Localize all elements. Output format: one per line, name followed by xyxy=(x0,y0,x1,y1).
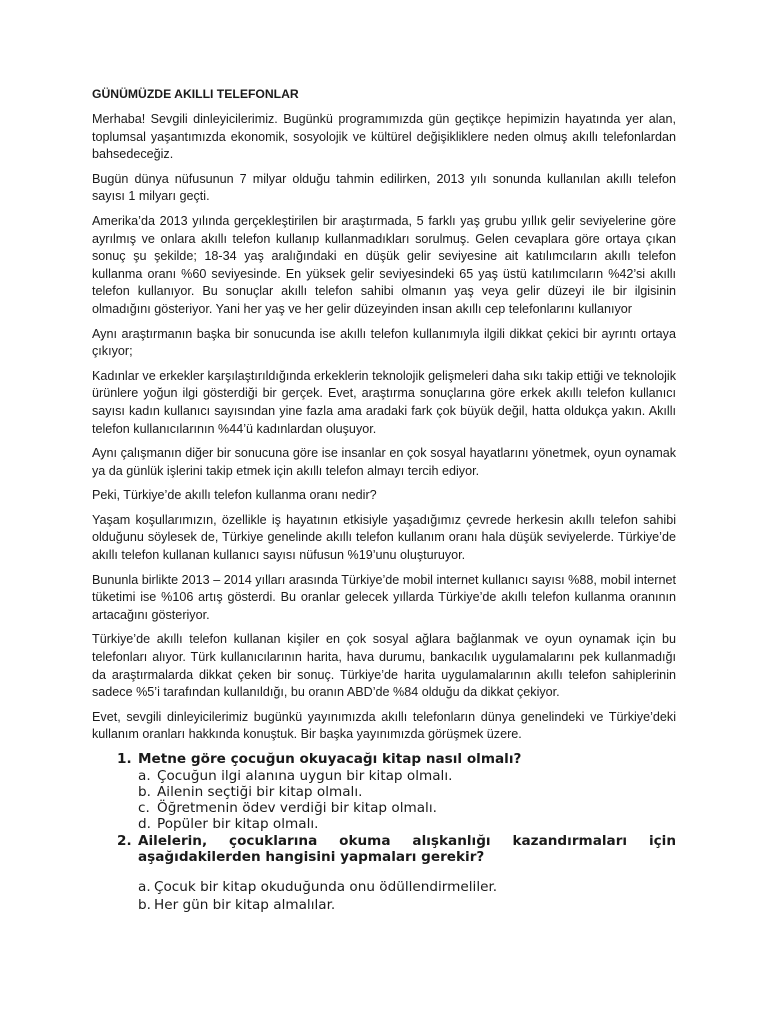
paragraph-america-research: Amerika’da 2013 yılında gerçekleştirilen bir araştırmada, 5 farklı yaş grubu yıllık gelir seviyelerine göre ayrılmış ve onlara akıllı telefon kullanıp kullanmadıkları sorulmuş. Gelen cevaplara göre ortaya çıkan sonuç şu şekilde; 18-34 yaş aralığındaki en düşük gelir seviyesine ait katılımcıların akıllı telefon kullanma oranı %60 seviyesinde. En yüksek gelir seviyesindeki 65 yaş üstü katılımcıların %42’si akıllı telefon kullanıyor. Bu sonuçlar akıllı telefon sahibi olmanın yaş veya gelir düzeyi ile bir ilgisinin olmadığını gösteriyor. Yani her yaş ve her gelir düzeyinden insan akıllı cep telefonlarını kullanıyor xyxy=(92,213,676,316)
paragraph-turkey-question: Peki, Türkiye’de akıllı telefon kullanma oranı nedir? xyxy=(92,488,377,503)
document-title: GÜNÜMÜZDE AKILLI TELEFONLAR xyxy=(92,87,299,101)
option-b xyxy=(138,784,676,800)
paragraph-turkey-usage: Yaşam koşullarımızın, özellikle iş hayatının etkisiyle yaşadığımız çevrede herkesin akıllı telefon sahibi olduğunu söylesek de, Türkiye genelinde akıllı telefon kullanım oranı hala düşük seviyelerde. Türkiye’de akıllı telefon kullanan kullanıcı sayısı nüfusun %19’unu oluşturuyor. xyxy=(92,512,676,563)
question-text: Metne göre çocuğun okuyacağı kitap nasıl olmalı? xyxy=(138,751,522,767)
option-letter: b. xyxy=(138,897,151,914)
option-a xyxy=(138,768,676,784)
question-2-options xyxy=(138,878,676,915)
option-letter: d. xyxy=(138,816,151,833)
option-text: Popüler bir kitap olmalı. xyxy=(157,816,319,833)
question-1-options xyxy=(138,768,676,833)
paragraph-research-detail: Aynı araştırmanın başka bir sonucunda ise akıllı telefon kullanımıyla ilgili dikkat çekici bir ayrıntı ortaya çıkıyor; xyxy=(92,326,676,359)
paragraph-turkey-apps: Türkiye’de akıllı telefon kullanan kişiler en çok sosyal ağlara bağlanmak ve oyun oynamak için bu telefonları alıyor. Türk kullanıcılarının harita, hava durumu, bankacılık uygulamalarını pek kullanmadığı da araştırmalarda dikkat çeken bir sonuç. Türkiye’de harita uygulamalarının akıllı telefon sahiplerinin sadece %5’i tarafından kullanıldığı, bu oranın ABD’de %84 olduğu da dikkat çekiyor. xyxy=(92,632,676,700)
question-2 xyxy=(117,833,676,866)
option-text: Çocuğun ilgi alanına uygun bir kitap olmalı. xyxy=(157,767,453,784)
paragraph-closing: Evet, sevgili dinleyicilerimiz bugünkü yayınımızda akıllı telefonların dünya genelindeki ve Türkiye’deki kullanım oranları hakkında konuştuk. Bir başka yayınımızda görüşmek üzere. xyxy=(92,709,676,742)
paragraph-world-population: Bugün dünya nüfusunun 7 milyar olduğu tahmin edilirken, 2013 yılı sonunda kullanılan akıllı telefon sayısı 1 milyarı geçti. xyxy=(92,171,676,204)
option-a xyxy=(138,878,676,897)
option-letter: a. xyxy=(138,878,151,895)
paragraph-usage-reasons: Aynı çalışmanın diğer bir sonucuna göre ise insanlar en çok sosyal hayatlarını yönetmek, oyun oynamak ya da günlük işlerini takip etmek için akıllı telefon almayı tercih ediyor. xyxy=(92,446,676,478)
paragraph-mobile-internet: Bununla birlikte 2013 – 2014 yılları arasında Türkiye’de mobil internet kullanıcı sayısı %88, mobil internet tüketimi ise %106 artış gösterdi. Bu oranlar gelecek yıllarda Türkiye’de akıllı telefon kullanma oranının artacağını gösteriyor. xyxy=(92,572,676,622)
option-text: Ailenin seçtiği bir kitap olmalı. xyxy=(157,783,363,800)
option-d xyxy=(138,816,676,832)
question-1 xyxy=(117,751,676,768)
question-text: Ailelerin, çocuklarına okuma alışkanlığı kazandırmaları için aşağıdakilerden hangisini yapmaları gerekir? xyxy=(138,832,676,866)
question-number: 1. xyxy=(117,751,132,767)
question-list xyxy=(92,751,676,915)
option-letter: b. xyxy=(138,783,151,800)
paragraph-intro: Merhaba! Sevgili dinleyicilerimiz. Bugünkü programımızda gün geçtikçe hepimizin hayatında yer alan, toplumsal yaşantımızda ekonomik, sosyolojik ve kültürel değişikliklere neden olmuş akıllı telefonlardan bahsedeceğiz. xyxy=(92,112,676,162)
option-text: Her gün bir kitap almalılar. xyxy=(154,897,336,914)
option-c xyxy=(138,800,676,816)
option-text: Öğretmenin ödev verdiği bir kitap olmalı. xyxy=(157,800,437,817)
option-text: Çocuk bir kitap okuduğunda onu ödüllendirmeliler. xyxy=(154,878,498,895)
option-letter: a. xyxy=(138,767,151,784)
option-b xyxy=(138,896,676,915)
document-page xyxy=(92,86,676,915)
paragraph-gender-comparison: Kadınlar ve erkekler karşılaştırıldığında erkeklerin teknolojik gelişmeleri daha sıkı takip ettiği ve teknolojik ürünlere yoğun ilgi gösterdiği bir gerçek. Evet, araştırma sonuçlarına göre erkek akıllı telefon kullanıcı sayısı kadın kullanıcı sayısından yine fazla ama aradaki fark çok büyük değil, hatta oldukça yakın. Akıllı telefon kullanıcılarının %44’ü kadınlardan oluşuyor. xyxy=(92,368,676,436)
option-letter: c. xyxy=(138,800,150,817)
question-number: 2. xyxy=(117,832,132,849)
